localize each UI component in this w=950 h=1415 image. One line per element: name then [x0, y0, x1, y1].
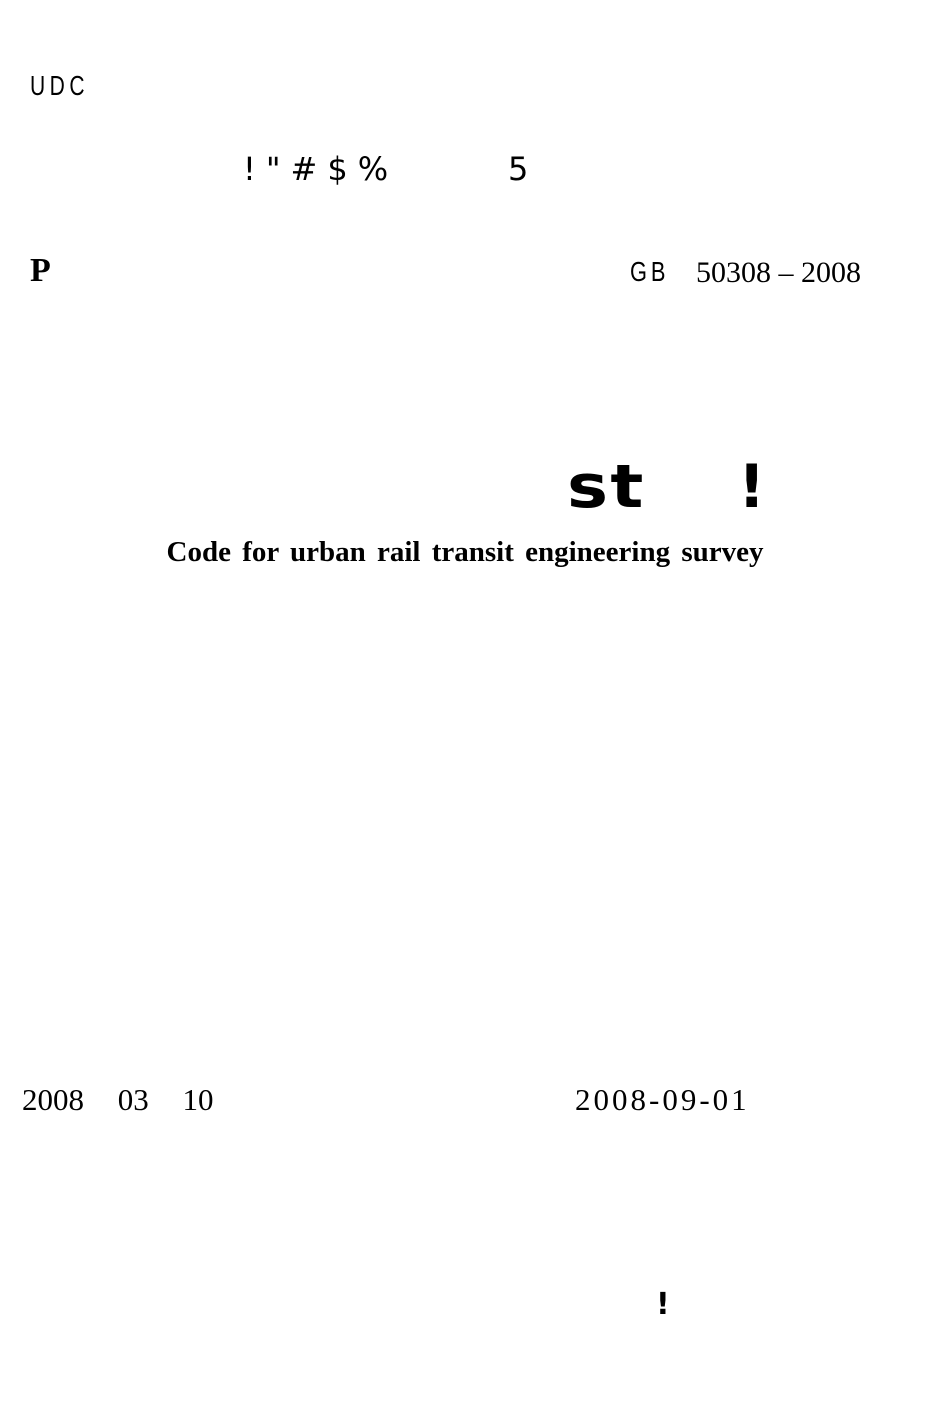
- udc-label: UDC: [30, 70, 90, 101]
- title-chinese-mark: !: [738, 452, 766, 522]
- title-english: Code for urban rail transit engineering survey: [166, 536, 764, 568]
- standard-prefix: GB: [630, 256, 670, 287]
- standard-number: 50308 – 2008: [696, 256, 861, 289]
- standard-type-text: !"#$%: [243, 150, 399, 188]
- title-chinese: st: [567, 452, 646, 522]
- issue-date: 2008 03 10: [22, 1082, 214, 1117]
- implementation-date: 2008-09-01: [575, 1082, 750, 1117]
- publisher-mark: !: [656, 1287, 670, 1322]
- classification-code: P: [30, 252, 51, 289]
- standard-type-suffix: 5: [508, 150, 529, 188]
